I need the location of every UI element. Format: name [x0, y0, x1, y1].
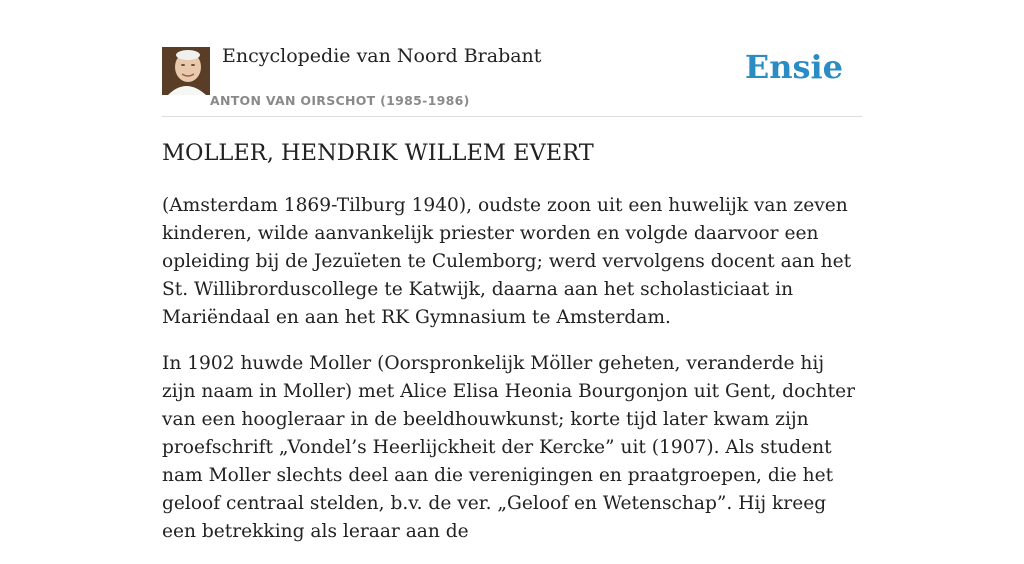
author-avatar[interactable]	[162, 47, 210, 95]
source-title[interactable]: Encyclopedie van Noord Brabant	[222, 45, 542, 67]
brand-logo[interactable]: Ensie	[744, 48, 843, 86]
entry-title: MOLLER, HENDRIK WILLEM EVERT	[162, 140, 594, 166]
paragraph: In 1902 huwde Moller (Oorspronkelijk Möller geheten, veranderde hij zijn naam in Moller) met Alice Elisa Heonia Bourgonjon uit Gent, dochter van een hoogleraar in de beeldhouwkunst; korte tijd later kwam zijn proefschrift „Vondel’s Heerlijckheit der Kercke” uit (1907). Als student nam Moller slechts deel aan die verenigingen en praatgroepen, die het geloof centraal stelden, b.v. de ver. „Geloof en Wetenschap”. Hij kreeg een betrekking als leraar aan de	[162, 353, 856, 542]
page	[162, 0, 862, 542]
author-portrait-icon	[162, 47, 210, 95]
paragraph: (Amsterdam 1869-Tilburg 1940), oudste zoon uit een huwelijk van zeven kinderen, wilde aanvankelijk priester worden en volgde daarvoor een opleiding bij de Jezuïeten te Culemborg; werd vervolgens docent aan het St. Willibrorduscollege te Katwijk, daarna aan het scholasticiaat in Mariëndaal en aan het RK Gymnasium te Amsterdam.	[162, 195, 852, 328]
entry-body	[162, 192, 862, 564]
author-name[interactable]: ANTON VAN OIRSCHOT (1985-1986)	[210, 93, 470, 108]
source-header	[162, 0, 862, 117]
